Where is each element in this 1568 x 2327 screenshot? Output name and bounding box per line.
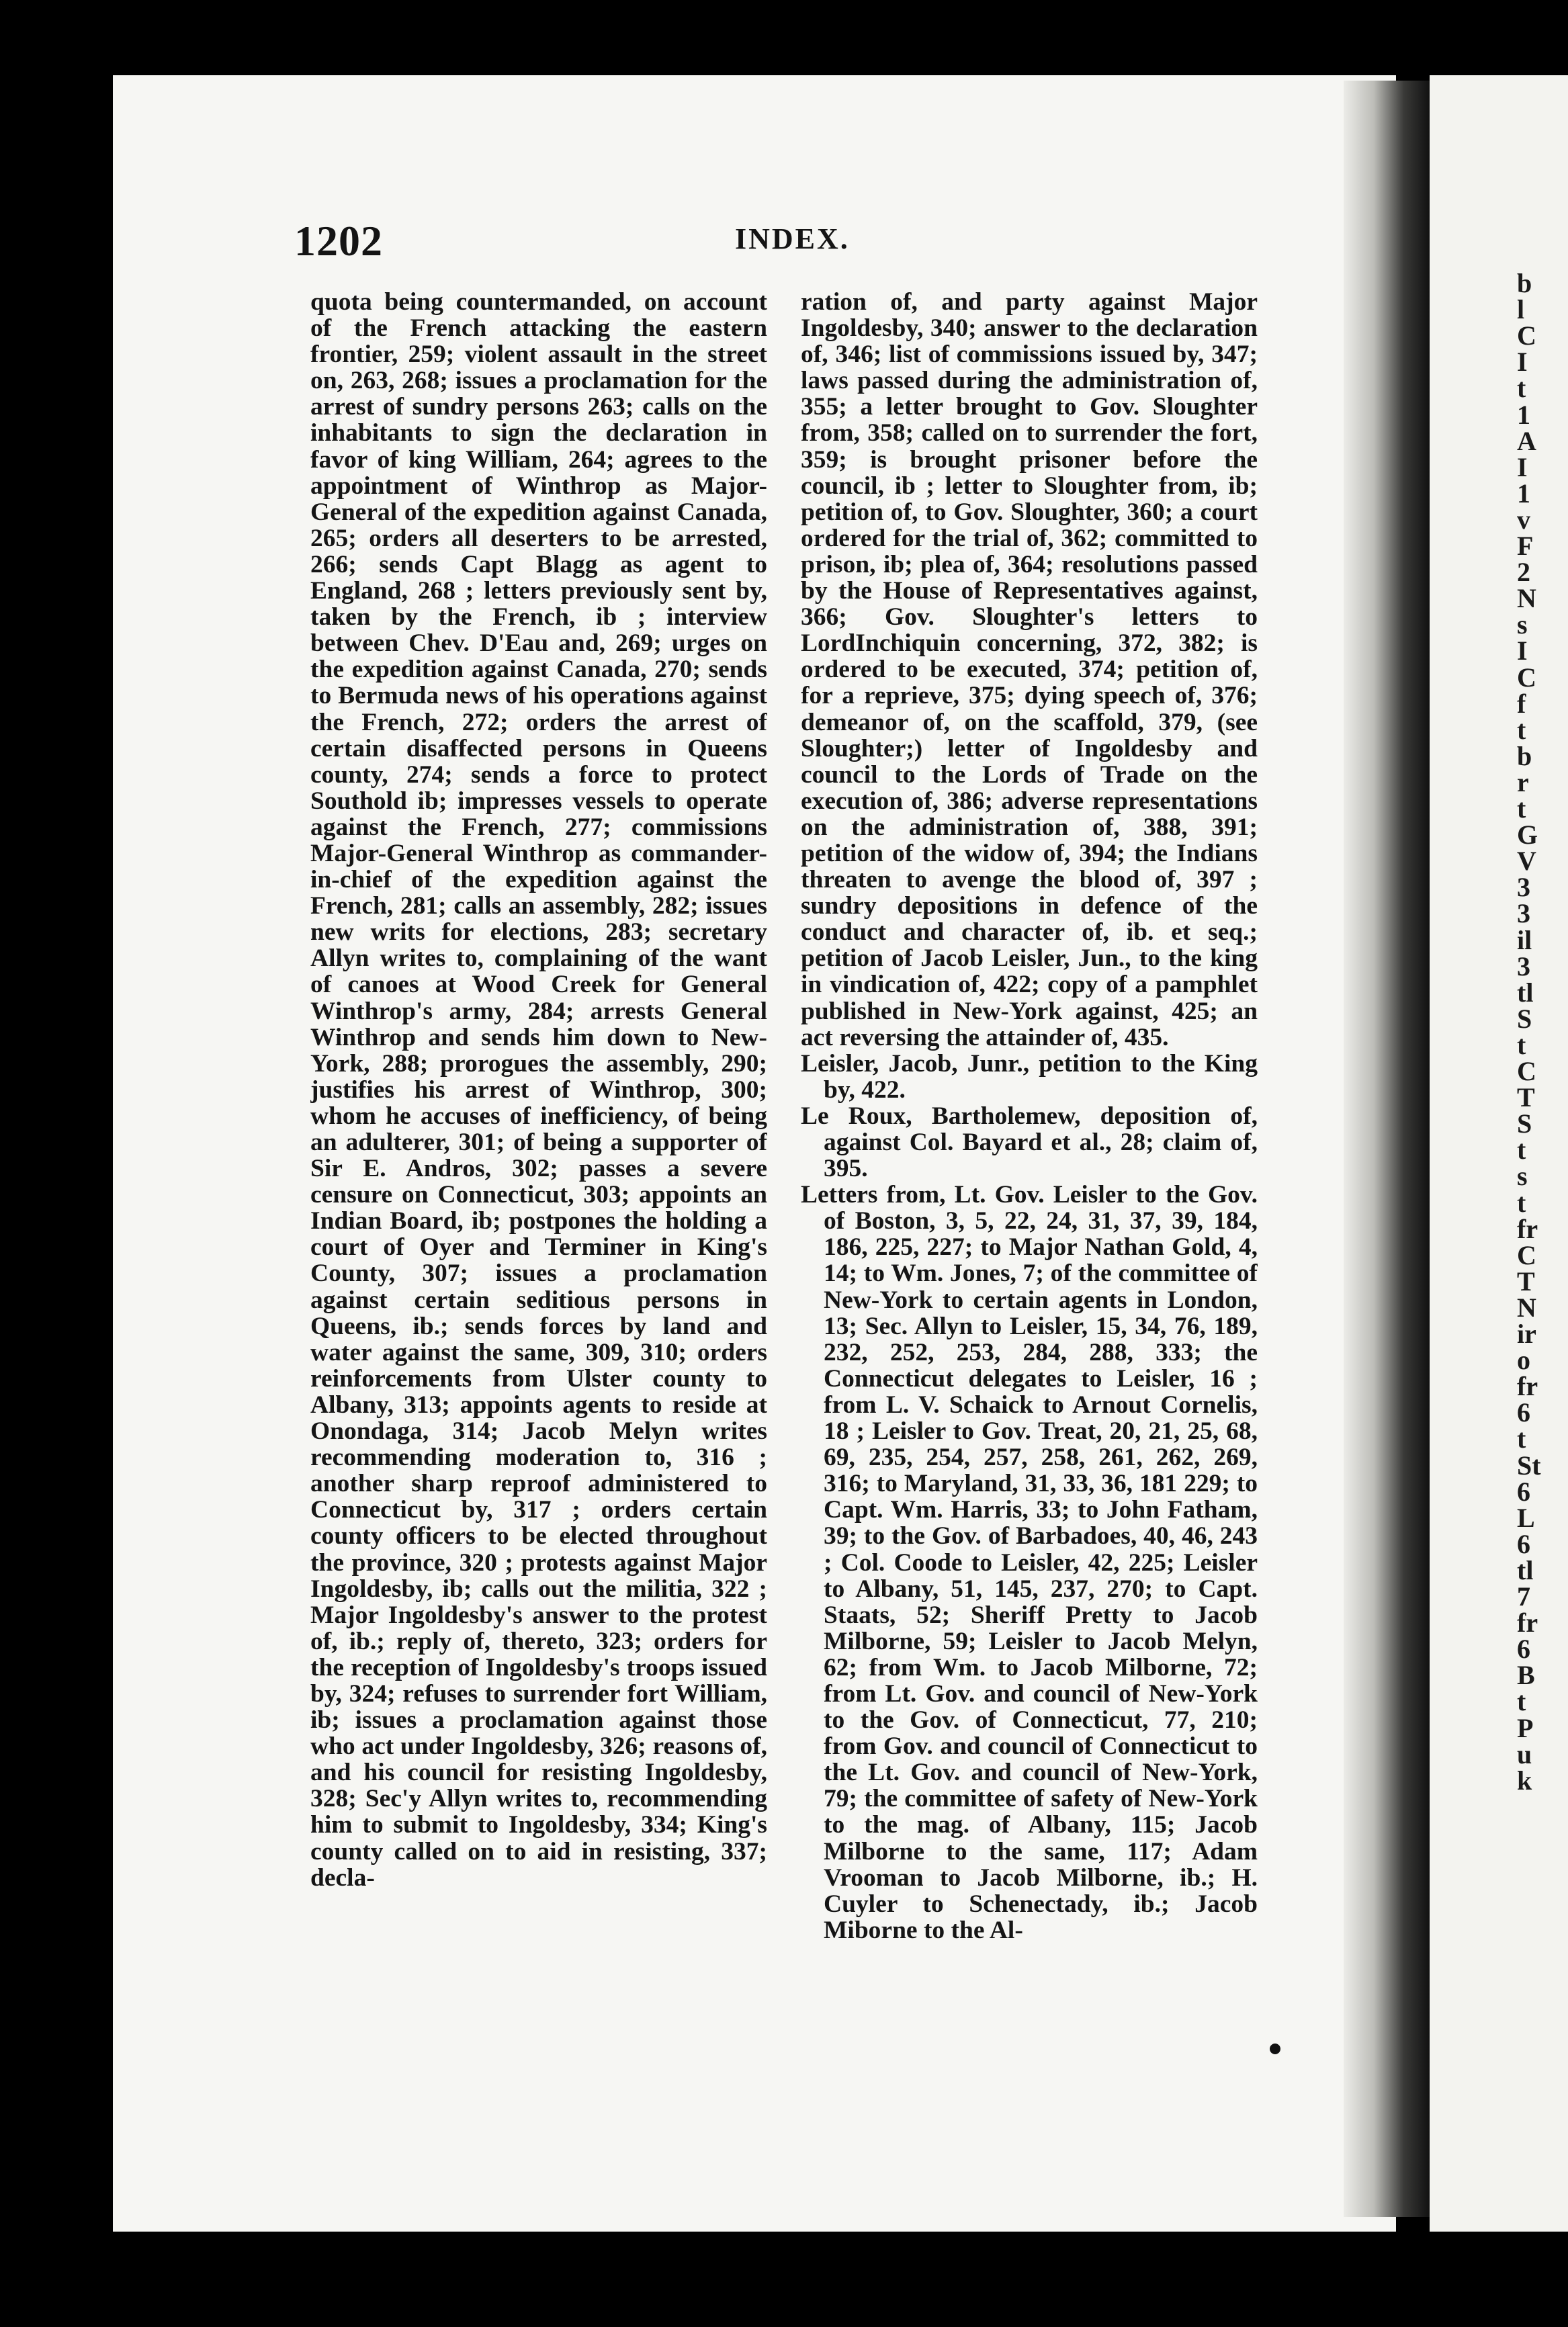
adjacent-page-fragment: 6 xyxy=(1517,1634,1530,1665)
adjacent-page-fragment: s xyxy=(1517,1161,1528,1192)
adjacent-page-fragment: s xyxy=(1517,610,1528,640)
index-entry: ration of, and party against Major Ingoldesby, 340; answer to the declaration of, 346; list of commissions issued by, 347; laws passed during the administration of, 355; a letter brought to Gov. Sloughter from, 358; called on to surrender the fort, 359; is brought prisoner before the council, ib ; letter to Sloughter from, ib; petition of, to Gov. Sloughter, 360; a court ordered for the trial of, 362; committed to prison, ib; plea of, 364; resolutions passed by the House of Representatives against, 366; Gov. Sloughter's letters to LordInchiquin concerning, 372, 382; is ordered to be executed, 374; petition of, for a reprieve, 375; dying speech of, 376; demeanor of, on the scaffold, 379, (see Sloughter;) letter of Ingoldesby and council to the Lords of Trade on the execution of, 386; adverse representations on the administration of, 388, 391; petition of the widow of, 394; the Indians threaten to avenge the blood of, 397 ; sundry depositions in defence of the conduct and character of, ib. et seq.; petition of Jacob Leisler, Jun., to the king in vindication of, 422; copy of a pamphlet published in New-York against, 425; an act reversing the attainder of, 435. xyxy=(801,289,1258,1051)
adjacent-page-fragment: t xyxy=(1517,1188,1526,1218)
index-column-right xyxy=(801,289,1258,2029)
adjacent-page-fragment: C xyxy=(1517,1240,1536,1270)
adjacent-page-fragment: 1 xyxy=(1517,400,1530,430)
adjacent-page-fragment: S xyxy=(1517,1109,1532,1139)
adjacent-page-fragment: t xyxy=(1517,1135,1526,1166)
adjacent-page-fragment: f xyxy=(1517,689,1526,719)
adjacent-page-fragment: 6 xyxy=(1517,1529,1530,1559)
adjacent-page-fragment: t xyxy=(1517,374,1526,404)
gutter-shadow xyxy=(1344,81,1430,2217)
adjacent-page-fragment: u xyxy=(1517,1739,1532,1769)
running-head: INDEX. xyxy=(735,222,850,255)
adjacent-page-fragment: l xyxy=(1517,295,1525,325)
adjacent-page-fragment: t xyxy=(1517,794,1526,824)
index-entry: Leisler, Jacob, Junr., petition to the King by, 422. xyxy=(801,1049,1258,1104)
adjacent-page-fragment: 6 xyxy=(1517,1477,1530,1507)
adjacent-page-fragment: 6 xyxy=(1517,1398,1530,1428)
end-mark xyxy=(1270,2044,1280,2054)
adjacent-page-fragment: t xyxy=(1517,1424,1526,1454)
adjacent-page-fragment: S xyxy=(1517,1004,1532,1034)
adjacent-page-fragment: 7 xyxy=(1517,1582,1530,1612)
adjacent-page-fragment: t xyxy=(1517,1030,1526,1060)
adjacent-page-fragment: I xyxy=(1517,636,1528,666)
adjacent-page-fragment: fr xyxy=(1517,1608,1538,1638)
adjacent-page-fragment: fr xyxy=(1517,1372,1538,1402)
adjacent-page-fragment: 3 xyxy=(1517,951,1530,981)
adjacent-page-fragment: tl xyxy=(1517,1555,1534,1585)
page-number: 1202 xyxy=(294,217,383,265)
adjacent-page-fragment: C xyxy=(1517,321,1536,351)
adjacent-page-fragment: k xyxy=(1517,1765,1532,1796)
adjacent-page-fragment: 1 xyxy=(1517,478,1530,509)
adjacent-page-fragment: fr xyxy=(1517,1214,1538,1244)
adjacent-page-fragment: T xyxy=(1517,1083,1535,1113)
adjacent-page-fragment: St xyxy=(1517,1450,1541,1481)
adjacent-page-fragment: F xyxy=(1517,531,1534,561)
adjacent-page-fragment: b xyxy=(1517,269,1532,298)
adjacent-page-fragment: 2 xyxy=(1517,558,1530,588)
adjacent-page-fragment: C xyxy=(1517,1057,1536,1086)
adjacent-page-fragment: I xyxy=(1517,347,1528,378)
adjacent-page-fragment: r xyxy=(1517,767,1529,797)
index-entry: Letters from, Lt. Gov. Leisler to the Gov. of Boston, 3, 5, 22, 24, 31, 37, 39, 184, 186, 225, 227; to Major Nathan Gold, 4, 14; to Wm. Jones, 7; of the committee of New-York to certain agents in London, 13; Sec. Allyn to Leisler, 15, 34, 76, 189, 232, 252, 253, 284, 288, 333; the Connecticut delegates to Leisler, 16 ; from L. V. Schaick to Arnout Cornelis, 18 ; Leisler to Gov. Treat, 20, 21, 25, 68, 69, 235, 254, 257, 258, 261, 262, 269, 316; to Maryland, 31, 33, 36, 181 229; to Capt. Wm. Harris, 33; to John Fatham, 39; to the Gov. of Barbadoes, 40, 46, 243 ; Col. Coode to Leisler, 42, 225; Leisler to Albany, 51, 145, 237, 270; to Capt. Staats, 52; Sheriff Pretty to Jacob Milborne, 59; Leisler to Jacob Melyn, 62; from Wm. to Jacob Milborne, 72; from Lt. Gov. and council of New-York to the Gov. of Connecticut, 77, 210; from Gov. and council of Connecticut to the Lt. Gov. and council of New-York, 79; the committee of safety of New-York to the mag. of Albany, 115; Jacob Milborne to the same, 117; Adam Vrooman to Jacob Milborne, ib.; H. Cuyler to Schenectady, ib.; Jacob Miborne to the Al- xyxy=(801,1181,1258,1944)
index-entry: quota being countermanded, on account of the French attacking the eastern frontier, 259; violent assault in the street on, 263, 268; issues a proclamation for the arrest of sundry persons 263; calls on the inhabitants to sign the declaration in favor of king William, 264; agrees to the appointment of Winthrop as Major-General of the expedition against Canada, 265; orders all deserters to be arrested, 266; sends Capt Blagg as agent to England, 268 ; letters previously sent by, taken by the French, ib ; interview between Chev. D'Eau and, 269; urges on the expedition against Canada, 270; sends to Bermuda news of his operations against the French, 272; orders the arrest of certain disaffected persons in Queens county, 274; sends a force to protect Southold ib; impresses vessels to operate against the French, 277; commissions Major-General Winthrop as commander-in-chief of the expedition against the French, 281; calls an assembly, 282; issues new writs for elections, 283; secretary Allyn writes to, complaining of the want of canoes at Wood Creek for General Winthrop's army, 284; arrests General Winthrop and sends him down to New-York, 288; prorogues the assembly, 290; justifies his arrest of Winthrop, 300; whom he accuses of inefficiency, of being an adulterer, 301; of being a supporter of Sir E. Andros, 302; passes a severe censure on Connecticut, 303; appoints an Indian Board, ib; postpones the holding a court of Oyer and Terminer in King's County, 307; issues a proclamation against certain seditious persons in Queens, ib.; sends forces by land and water against the same, 309, 310; orders reinforcements from Ulster county to Albany, 313; appoints agents to reside at Onondaga, 314; Jacob Melyn writes recommending moderation to, 316 ; another sharp reproof administered to Connecticut by, 317 ; orders certain county officers to be elected throughout the province, 320 ; protests against Major Ingoldesby, ib; calls out the militia, 322 ; Major Ingoldesby's answer to the protest of, ib.; reply of, thereto, 323; orders for the reception of Ingoldesby's troops issued by, 324; refuses to surrender fort William, ib; issues a proclamation against those who act under Ingoldesby, 326; reasons of, and his council for resisting Ingoldesby, 328; Sec'y Allyn writes to, recommending him to submit to Ingoldesby, 334; King's county called on to aid in resisting, 337; decla- xyxy=(310,289,767,1892)
adjacent-page-fragment: C xyxy=(1517,662,1536,693)
adjacent-page-fragment: 3 xyxy=(1517,873,1530,903)
adjacent-page-fragment: I xyxy=(1517,452,1528,482)
adjacent-page-fragment: L xyxy=(1517,1503,1535,1533)
index-column-left xyxy=(310,289,767,2029)
adjacent-page-fragment: v xyxy=(1517,504,1530,535)
adjacent-page-fragment: V xyxy=(1517,846,1536,877)
adjacent-page-fragment: t xyxy=(1517,715,1526,745)
adjacent-page-fragment: B xyxy=(1517,1661,1535,1691)
adjacent-page-fragment: G xyxy=(1517,820,1538,850)
adjacent-page-fragment: t xyxy=(1517,1687,1526,1717)
index-entry: Le Roux, Bartholemew, deposition of, against Col. Bayard et al., 28; claim of, 395. xyxy=(801,1102,1258,1183)
adjacent-page-fragment: P xyxy=(1517,1713,1534,1743)
adjacent-page-fragment: N xyxy=(1517,1292,1536,1323)
adjacent-page-fragment: N xyxy=(1517,584,1536,614)
adjacent-page-fragment: il xyxy=(1517,925,1532,955)
adjacent-page-fragment: o xyxy=(1517,1346,1530,1376)
adjacent-page-fragment: ir xyxy=(1517,1319,1536,1349)
adjacent-page-fragment: b xyxy=(1517,741,1532,771)
adjacent-page-fragment: tl xyxy=(1517,977,1534,1008)
adjacent-page-fragment: 3 xyxy=(1517,899,1530,929)
adjacent-page-fragment: A xyxy=(1517,426,1536,456)
adjacent-page-fragment: T xyxy=(1517,1266,1535,1297)
